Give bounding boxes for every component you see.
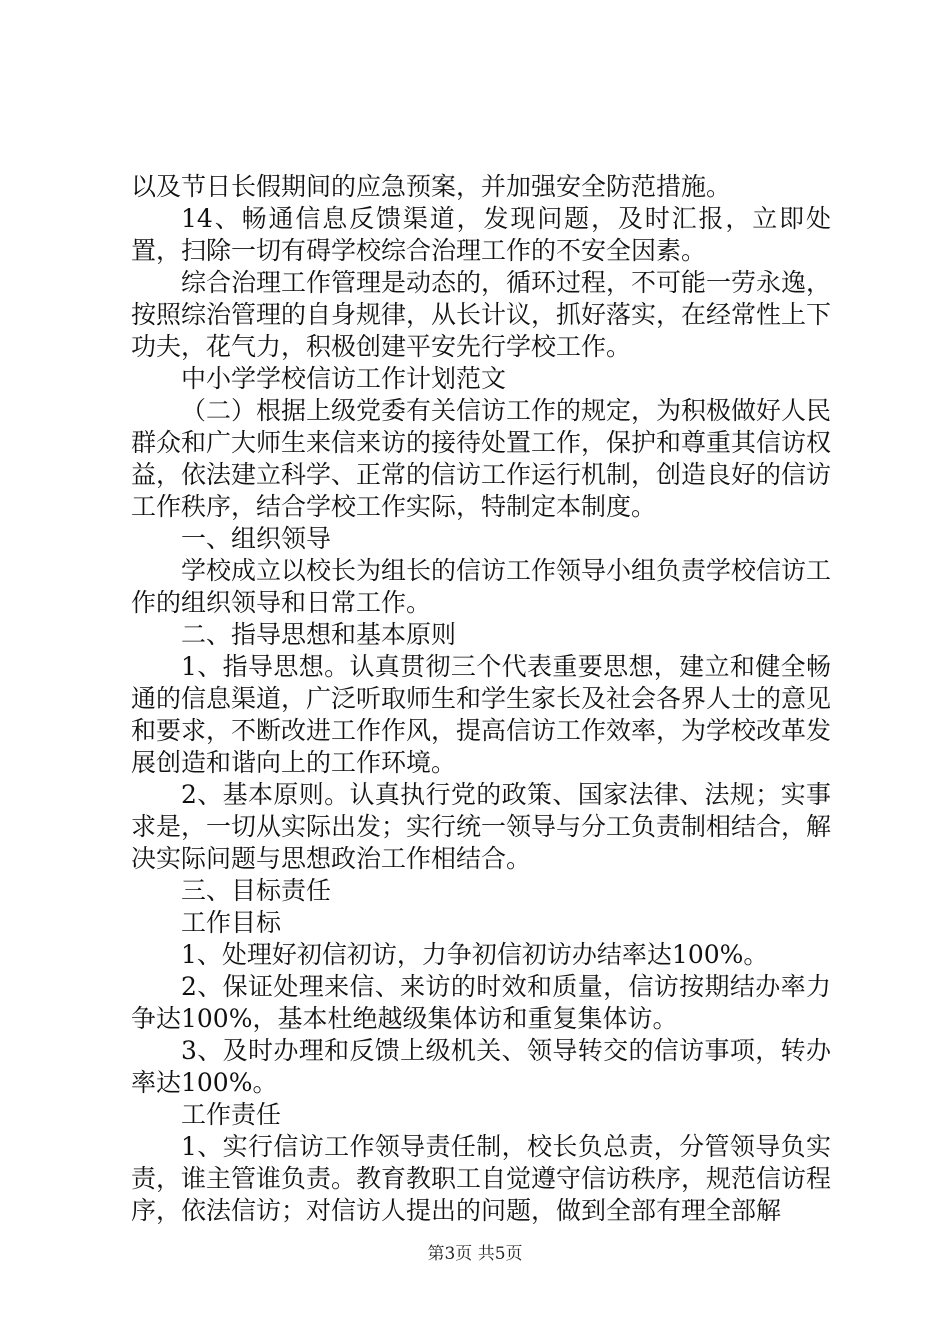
paragraph-7: 2、基本原则。认真执行党的政策、国家法律、法规；实事求是，一切从实际出发；实行统一领导与分工负责制相结合，解决实际问题与思想政治工作相结合。 [131, 780, 832, 873]
subheading-work-responsibilities: 工作责任 [181, 1100, 282, 1129]
paragraph-8: 1、处理好初信初访，力争初信初访办结率达100%。 [181, 940, 769, 969]
heading-goals-responsibilities: 三、目标责任 [181, 876, 332, 905]
paragraph-4: （二）根据上级党委有关信访工作的规定，为积极做好人民群众和广大师生来信来访的接待处置工作，保护和尊重其信访权益，依法建立科学、正常的信访工作运行机制，创造良好的信访工作秩序，结合学校工作实际，特制定本制度。 [131, 396, 832, 521]
paragraph-10: 3、及时办理和反馈上级机关、领导转交的信访事项，转办率达100%。 [131, 1036, 831, 1097]
heading-organization: 一、组织领导 [181, 524, 332, 553]
paragraph-3: 综合治理工作管理是动态的，循环过程，不可能一劳永逸，按照综治管理的自身规律，从长计议，抓好落实，在经常性上下功夫，花气力，积极创建平安先行学校工作。 [131, 268, 832, 361]
paragraph-11: 1、实行信访工作领导责任制，校长负总责，分管领导负实责，谁主管谁负责。教育教职工自觉遵守信访秩序，规范信访程序，依法信访；对信访人提出的问题，做到全部有理全部解 [131, 1132, 832, 1225]
paragraph-5: 学校成立以校长为组长的信访工作领导小组负责学校信访工作的组织领导和日常工作。 [131, 556, 832, 617]
paragraph-2: 14、畅通信息反馈渠道，发现问题，及时汇报，立即处置，扫除一切有碍学校综合治理工作的不安全因素。 [131, 204, 831, 265]
page-footer: 第3页 共5页 [427, 1244, 523, 1264]
heading-guiding-principles: 二、指导思想和基本原则 [181, 620, 457, 649]
document-body [131, 171, 831, 1227]
section-title: 中小学学校信访工作计划范文 [181, 364, 507, 393]
paragraph-6: 1、指导思想。认真贯彻三个代表重要思想，建立和健全畅通的信息渠道，广泛听取师生和学生家长及社会各界人士的意见和要求，不断改进工作作风，提高信访工作效率，为学校改革发展创造和谐向上的工作环境。 [131, 652, 832, 777]
subheading-work-goals: 工作目标 [181, 908, 282, 937]
paragraph-9: 2、保证处理来信、来访的时效和质量，信访按期结办率力争达100%，基本杜绝越级集体访和重复集体访。 [131, 972, 831, 1033]
paragraph-1: 以及节日长假期间的应急预案，并加强安全防范措施。 [131, 172, 732, 201]
